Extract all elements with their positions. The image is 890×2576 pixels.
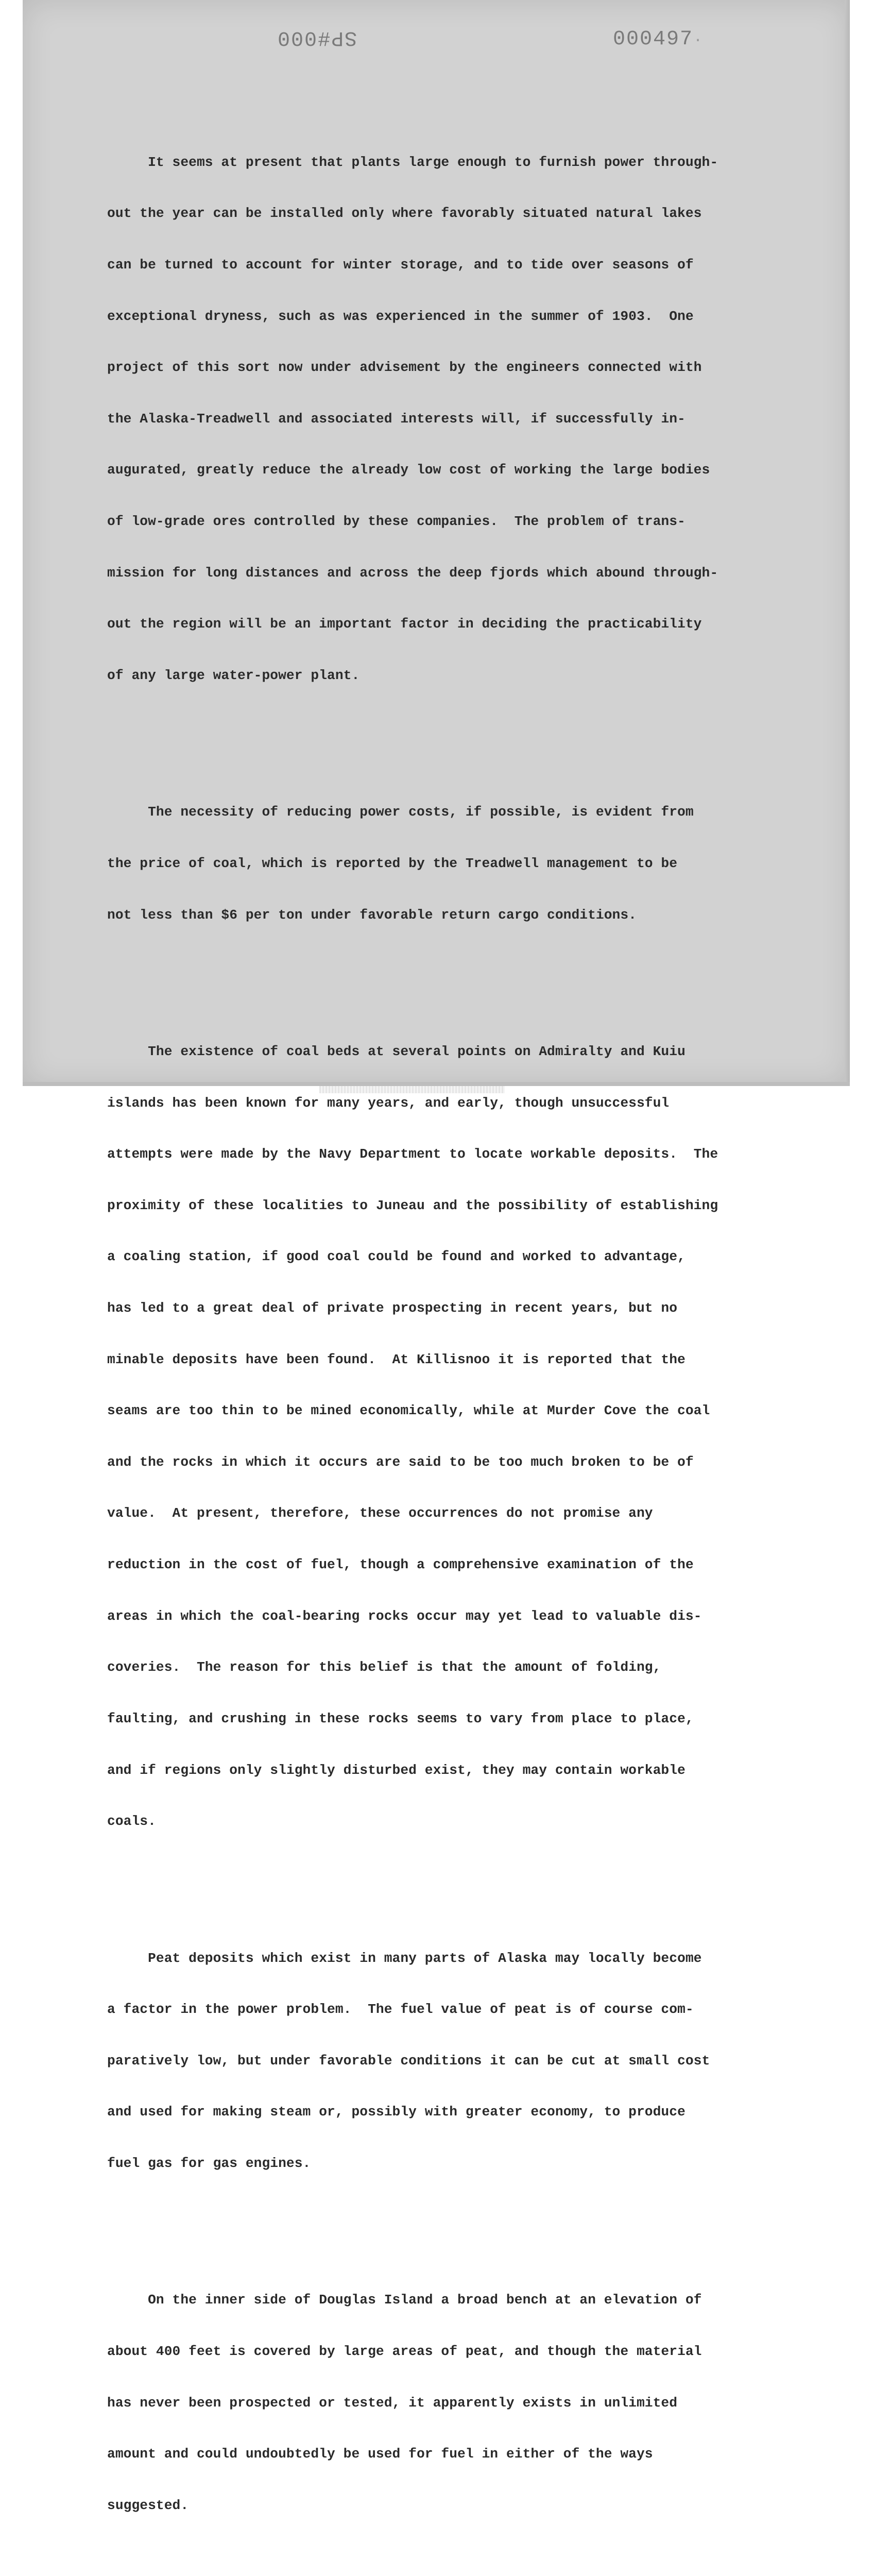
text-line: the price of coal, which is reported by the Treadwell management to be [107, 855, 678, 871]
text-line: minable deposits have been found. At Killisnoo it is reported that the [107, 1351, 686, 1367]
text-line: can be turned to account for winter storage, and to tide over seasons of [107, 257, 694, 273]
text-line: areas in which the coal-bearing rocks occur may yet lead to valuable dis- [107, 1608, 702, 1624]
text-line: not less than $6 per ton under favorable return cargo conditions. [107, 907, 637, 923]
text-line: amount and could undoubtedly be used for fuel in either of the ways [107, 2446, 653, 2462]
paragraph-power-costs [107, 770, 766, 958]
text-line: the Alaska-Treadwell and associated interests will, if successfully in- [107, 411, 686, 427]
stamp-tail-mark: · [693, 32, 704, 49]
text-line: exceptional dryness, such as was experienced in the summer of 1903. One [107, 308, 694, 324]
text-line: a factor in the power problem. The fuel value of peat is of course com- [107, 2002, 694, 2018]
text-line: fuel gas for gas engines. [107, 2155, 311, 2171]
text-line: proximity of these localities to Juneau and the possibility of establishing [107, 1197, 718, 1213]
text-line: The existence of coal beds at several points on Admiralty and Kuiu [107, 1043, 686, 1059]
text-line: and the rocks in which it occurs are said to be too much broken to be of [107, 1454, 694, 1470]
text-line: coals. [107, 1814, 156, 1829]
text-line: suggested. [107, 2497, 189, 2513]
text-line: It seems at present that plants large enough to furnish power through- [107, 154, 718, 170]
document-body [107, 86, 766, 2576]
text-line: mission for long distances and across the deep fjords which abound through- [107, 565, 718, 581]
text-line: islands has been known for many years, and early, though unsuccessful [107, 1095, 670, 1111]
text-line: out the region will be an important factor in deciding the practicability [107, 616, 702, 632]
paragraph-power-plants [107, 120, 766, 718]
text-line: value. At present, therefore, these occurrences do not promise any [107, 1505, 653, 1521]
text-line: The necessity of reducing power costs, if possible, is evident from [107, 804, 694, 820]
text-line: attempts were made by the Navy Department to locate workable deposits. The [107, 1146, 718, 1162]
page-stamp-right [613, 28, 704, 51]
text-line: augurated, greatly reduce the already low cost of working the large bodies [107, 462, 710, 478]
scan-artifact [319, 1086, 505, 1093]
text-line: reduction in the cost of fuel, though a comprehensive examination of the [107, 1557, 694, 1573]
text-line: On the inner side of Douglas Island a broad bench at an elevation of [107, 2292, 702, 2308]
text-line: project of this sort now under advisement by the engineers connected with [107, 360, 702, 376]
text-line: has led to a great deal of private prospecting in recent years, but no [107, 1300, 678, 1316]
page-number-stamp: 000497 [613, 28, 694, 51]
text-line: faulting, and crushing in these rocks seems to vary from place to place, [107, 1710, 694, 1726]
text-line: paratively low, but under favorable conditions it can be cut at small cost [107, 2053, 710, 2069]
text-line: a coaling station, if good coal could be found and worked to advantage, [107, 1249, 686, 1265]
text-line: coveries. The reason for this belief is that the amount of folding, [107, 1659, 661, 1675]
text-line: has never been prospected or tested, it apparently exists in unlimited [107, 2395, 678, 2411]
text-line: seams are too thin to be mined economically, while at Murder Cove the coal [107, 1403, 710, 1419]
page-right-edge [845, 0, 850, 1086]
text-line: of low-grade ores controlled by these companies. The problem of trans- [107, 514, 686, 530]
text-line: of any large water-power plant. [107, 667, 360, 683]
text-line: out the year can be installed only where favorably situated natural lakes [107, 206, 702, 222]
text-line: and used for making steam or, possibly with greater economy, to produce [107, 2104, 686, 2120]
text-line: about 400 feet is covered by large areas of peat, and though the material [107, 2344, 702, 2359]
text-line: and if regions only slightly disturbed exist, they may contain workable [107, 1762, 686, 1778]
paragraph-coal-beds [107, 1009, 766, 1865]
paragraph-douglas-island [107, 2258, 766, 2548]
page-stamp-left: SP#000 [277, 26, 357, 49]
text-line: Peat deposits which exist in many parts of Alaska may locally become [107, 1950, 702, 1966]
paragraph-peat-deposits [107, 1916, 766, 2206]
